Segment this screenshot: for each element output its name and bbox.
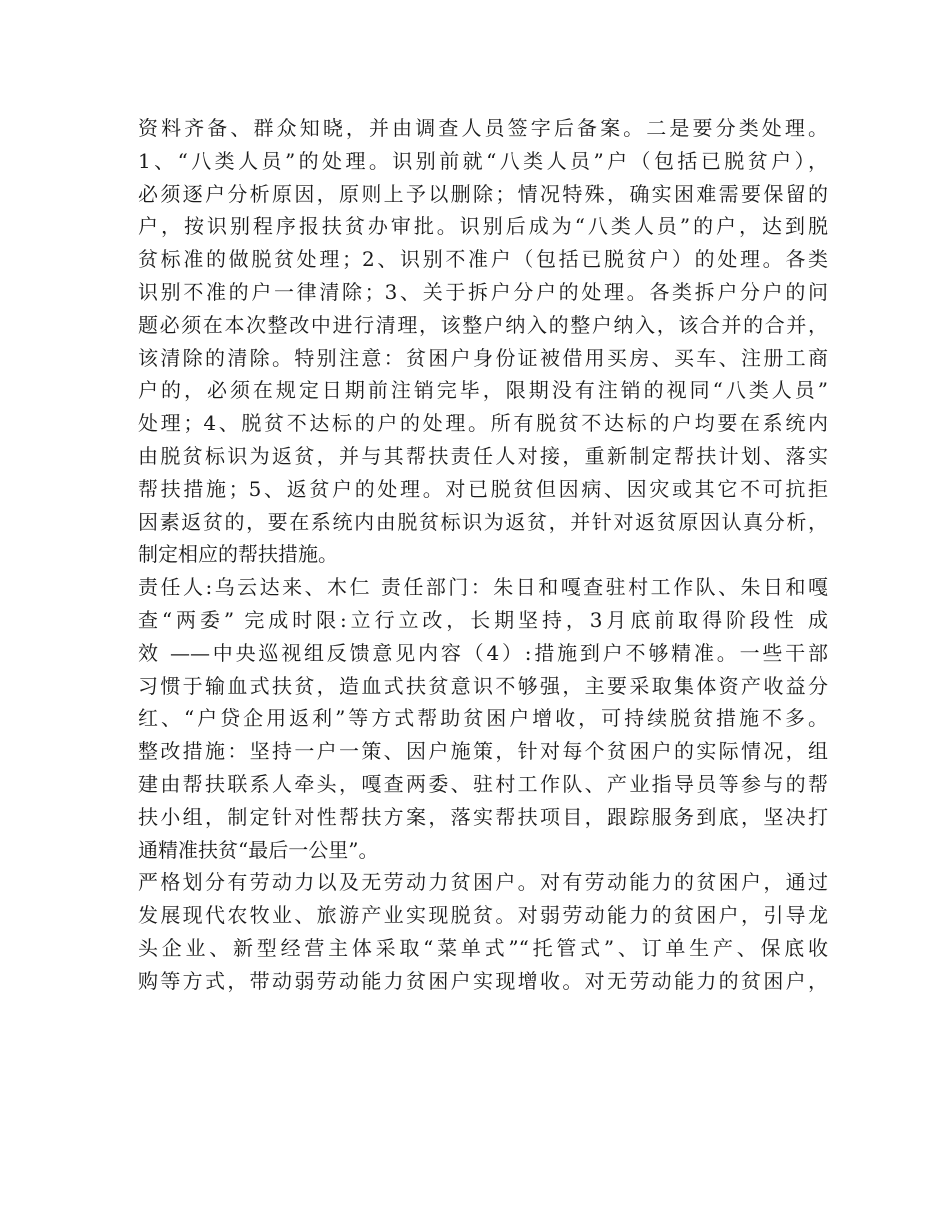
text-line: 帮扶措施；5、返贫户的处理。对已脱贫但因病、因灾或其它不可抗拒 [138,476,828,501]
text-line: 必须逐户分析原因，原则上予以删除；情况特殊，确实困难需要保留的 [138,181,828,206]
text-line: 发展现代农牧业、旅游产业实现脱贫。对弱劳动能力的贫困户，引导龙 [138,903,828,928]
text-line: 资料齐备、群众知晓，并由调查人员签字后备案。二是要分类处理。 [138,116,828,140]
text-line: 1、“八类人员”的处理。识别前就“八类人员”户（包括已脱贫户）， [138,148,828,173]
text-line: 习惯于输血式扶贫，造血式扶贫意识不够强，主要采取集体资产收益分 [138,673,828,698]
text-line: 责任人:乌云达来、木仁 责任部门：朱日和嘎查驻村工作队、朱日和嘎 [138,575,828,600]
text-line: 严格划分有劳动力以及无劳动力贫困户。对有劳动能力的贫困户，通过 [138,870,828,895]
text-line: 户，按识别程序报扶贫办审批。识别后成为“八类人员”的户，达到脱 [138,214,828,239]
text-line: 由脱贫标识为返贫，并与其帮扶责任人对接，重新制定帮扶计划、落实 [138,443,828,468]
text-line: 扶小组，制定针对性帮扶方案，落实帮扶项目，跟踪服务到底，坚决打 [138,804,828,829]
text-line: 整改措施：坚持一户一策、因户施策，针对每个贫困户的实际情况，组 [138,739,828,764]
text-line: 识别不准的户一律清除；3、关于拆户分户的处理。各类拆户分户的问 [138,279,828,304]
document-body [138,112,828,998]
text-line: 贫标准的做脱贫处理；2、识别不准户（包括已脱贫户）的处理。各类 [138,247,828,272]
text-line: 购等方式，带动弱劳动能力贫困户实现增收。对无劳动能力的贫困户， [138,968,828,993]
text-line: 建由帮扶联系人牵头，嘎查两委、驻村工作队、产业指导员等参与的帮 [138,771,828,796]
text-line: 户的，必须在规定日期前注销完毕，限期没有注销的视同“八类人员” [138,378,828,403]
text-line: 查“两委” 完成时限:立行立改，长期坚持，3月底前取得阶段性 成 [138,607,828,632]
text-line: 题必须在本次整改中进行清理，该整户纳入的整户纳入，该合并的合并， [138,312,828,337]
text-line: 通精准扶贫“最后一公里”。 [138,837,379,862]
text-line: 该清除的清除。特别注意：贫困户身份证被借用买房、买车、注册工商 [138,345,828,370]
text-line: 效 ——中央巡视组反馈意见内容（4）:措施到户不够精准。一些干部 [138,640,828,665]
text-line: 头企业、新型经营主体采取“菜单式”“托管式”、订单生产、保底收 [138,935,828,960]
text-line: 红、“户贷企用返利”等方式帮助贫困户增收，可持续脱贫措施不多。 [138,706,828,731]
text-line: 因素返贫的，要在系统内由脱贫标识为返贫，并针对返贫原因认真分析， [138,509,828,534]
text-line: 制定相应的帮扶措施。 [138,542,338,567]
text-line: 处理；4、脱贫不达标的户的处理。所有脱贫不达标的户均要在系统内 [138,411,828,436]
